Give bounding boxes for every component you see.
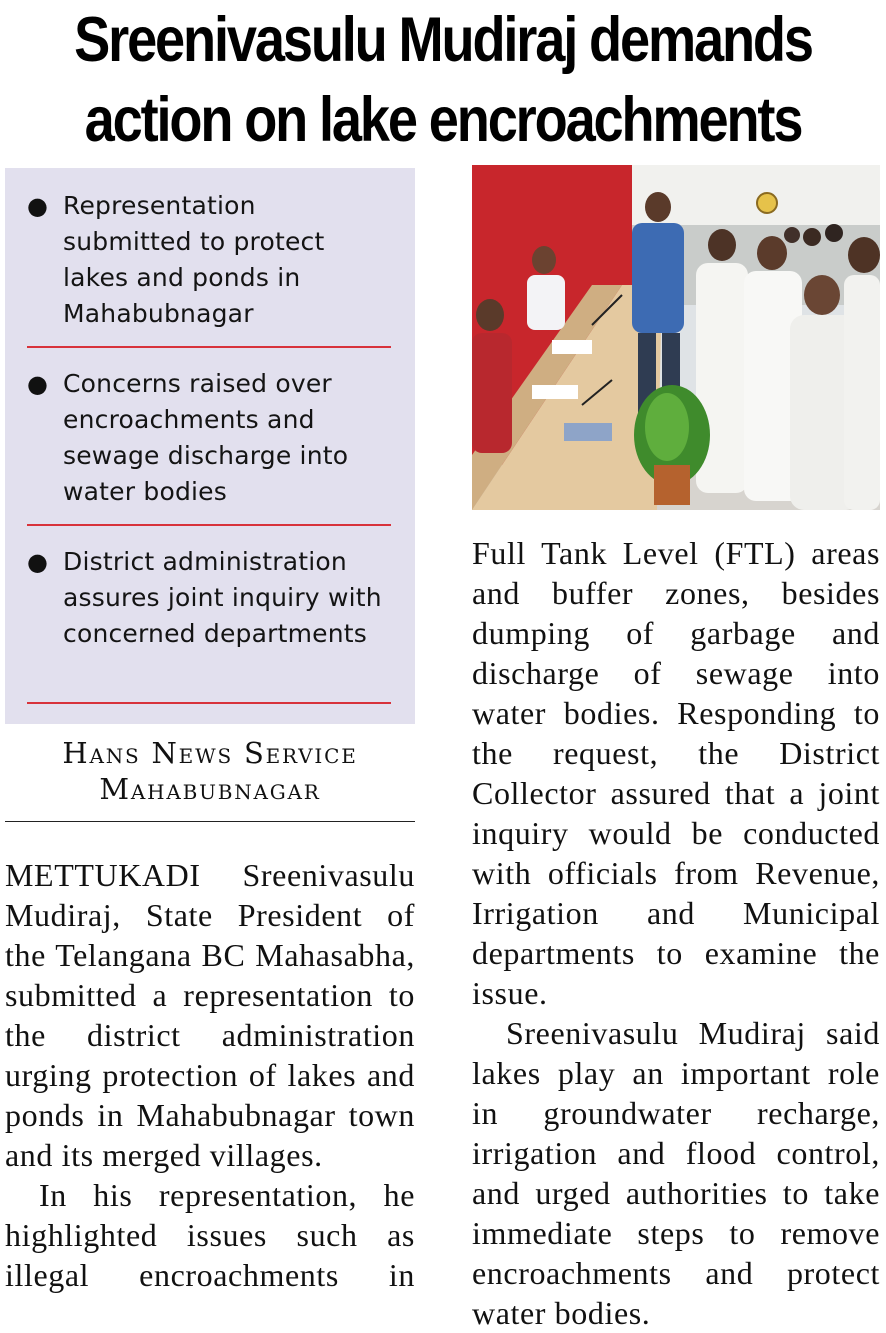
bullet-icon: ● <box>27 370 48 398</box>
highlights-box <box>5 168 415 724</box>
highlight-text: District administration assures joint inquiry with concerned departments <box>63 547 382 648</box>
headline-line-2: action on lake encroachments <box>84 85 802 155</box>
headline <box>62 0 824 160</box>
highlight-item <box>27 544 391 704</box>
highlight-item <box>27 366 391 526</box>
article-column-left <box>5 855 415 1295</box>
meeting-photo-illustration <box>472 165 880 510</box>
byline-agency: Hans News Service <box>62 736 358 770</box>
article-column-right <box>472 533 880 1333</box>
article-paragraph: Sreenivasulu Mudiraj said lakes play an important role in groundwater recharge, irrigation and flood control, and urged authorities to take immediate steps to remove encroachments and protect water bodies. <box>472 1015 880 1331</box>
highlight-item <box>27 188 391 348</box>
headline-line-1: Sreenivasulu Mudiraj demands <box>74 5 812 75</box>
byline <box>5 735 415 822</box>
highlight-text: Concerns raised over encroachments and sewage discharge into water bodies <box>63 369 349 506</box>
highlight-text: Representation submitted to protect lakes and ponds in Mahabubnagar <box>63 191 325 328</box>
article-paragraph: In his representation, he highlighted issues such as illegal encroachments in <box>5 1177 415 1293</box>
bullet-icon: ● <box>27 192 48 220</box>
article-paragraph: Full Tank Level (FTL) areas and buffer zones, besides dumping of garbage and discharge of sewage into water bodies. Responding to the request, the District Collector assured that a joint inquiry would be conducted with officials from Revenue, Irrigation and Municipal departments to examine the issue. <box>472 535 880 1011</box>
article-paragraph: METTUKADI Sreenivasulu Mudiraj, State President of the Telangana BC Mahasabha, submitted a representation to the district administration urging protection of lakes and ponds in Mahabubnagar town and its merged villages. <box>5 857 415 1173</box>
bullet-icon: ● <box>27 548 48 576</box>
byline-location: Mahabubnagar <box>99 772 321 806</box>
news-photo <box>472 165 880 510</box>
